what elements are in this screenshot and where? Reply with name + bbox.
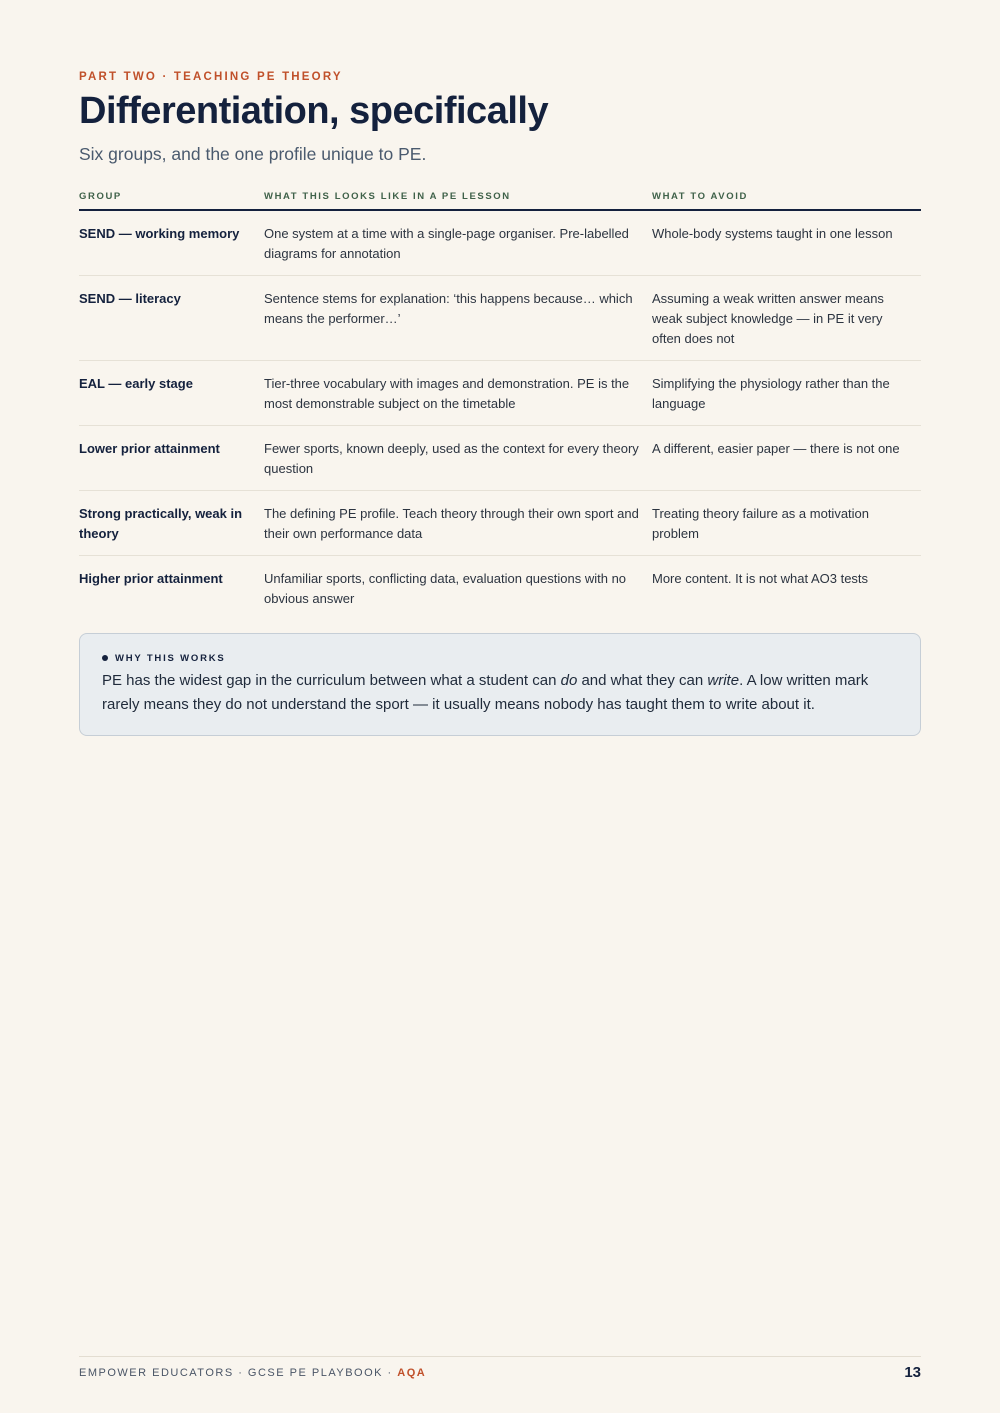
footer-exam-board: AQA: [397, 1367, 427, 1379]
page-subtitle: Six groups, and the one profile unique to PE.: [79, 144, 427, 164]
group-cell: SEND — literacy: [79, 291, 181, 306]
callout-text-part: PE has the widest gap in the curriculum between what a student can: [102, 672, 561, 689]
callout-label-text: WHY THIS WORKS: [115, 652, 226, 664]
bullet-dot-icon: [102, 655, 108, 661]
group-cell: SEND — working memory: [79, 226, 240, 241]
footer-publication: [79, 1367, 426, 1379]
table-row: [79, 556, 921, 621]
callout-text-part: . A low written mark rarely means they do not understand the sport — it usually means nobody has taught them to write about it.: [102, 672, 869, 713]
avoid-cell: Treating theory failure as a motivation problem: [652, 506, 870, 541]
callout-emphasis: write: [707, 672, 740, 689]
looks-like-cell: One system at a time with a single-page organiser. Pre-labelled diagrams for annotation: [264, 226, 629, 261]
avoid-cell: Simplifying the physiology rather than the language: [652, 376, 890, 411]
avoid-cell: A different, easier paper — there is not one: [652, 441, 900, 456]
column-header-group: GROUP: [79, 191, 122, 202]
footer-publication-text: EMPOWER EDUCATORS · GCSE PE PLAYBOOK ·: [79, 1367, 398, 1379]
column-header-avoid: WHAT TO AVOID: [652, 191, 748, 202]
table-row: [79, 491, 921, 556]
looks-like-cell: Sentence stems for explanation: ‘this happens because… which means the performer…’: [264, 291, 633, 326]
section-eyebrow: PART TWO · TEACHING PE THEORY: [79, 71, 343, 83]
group-cell: EAL — early stage: [79, 376, 193, 391]
callout-emphasis: do: [560, 672, 578, 689]
group-cell: Strong practically, weak in theory: [79, 506, 243, 541]
footer-divider: [79, 1356, 921, 1357]
differentiation-table: [79, 188, 921, 621]
table-row: [79, 361, 921, 426]
avoid-cell: More content. It is not what AO3 tests: [652, 571, 869, 586]
why-this-works-callout: [79, 633, 921, 736]
group-cell: Higher prior attainment: [79, 571, 223, 586]
table-row: [79, 426, 921, 491]
table-header: [79, 188, 921, 211]
looks-like-cell: Unfamiliar sports, conflicting data, evaluation questions with no obvious answer: [264, 571, 627, 606]
looks-like-cell: Fewer sports, known deeply, used as the context for every theory question: [264, 441, 639, 476]
looks-like-cell: The defining PE profile. Teach theory through their own sport and their own performance data: [264, 506, 639, 541]
table-row: [79, 211, 921, 276]
group-cell: Lower prior attainment: [79, 441, 220, 456]
callout-text: [102, 669, 898, 716]
avoid-cell: Assuming a weak written answer means weak subject knowledge — in PE it very often does not: [652, 291, 884, 346]
callout-text-part: and what they can: [577, 672, 708, 689]
page-title: Differentiation, specifically: [79, 90, 549, 132]
table-row: [79, 276, 921, 361]
callout-label: [102, 650, 898, 666]
page-number: 13: [904, 1364, 921, 1381]
looks-like-cell: Tier-three vocabulary with images and demonstration. PE is the most demonstrable subject on the timetable: [264, 376, 630, 411]
column-header-looks-like: WHAT THIS LOOKS LIKE IN A PE LESSON: [264, 191, 511, 202]
avoid-cell: Whole-body systems taught in one lesson: [652, 226, 893, 241]
